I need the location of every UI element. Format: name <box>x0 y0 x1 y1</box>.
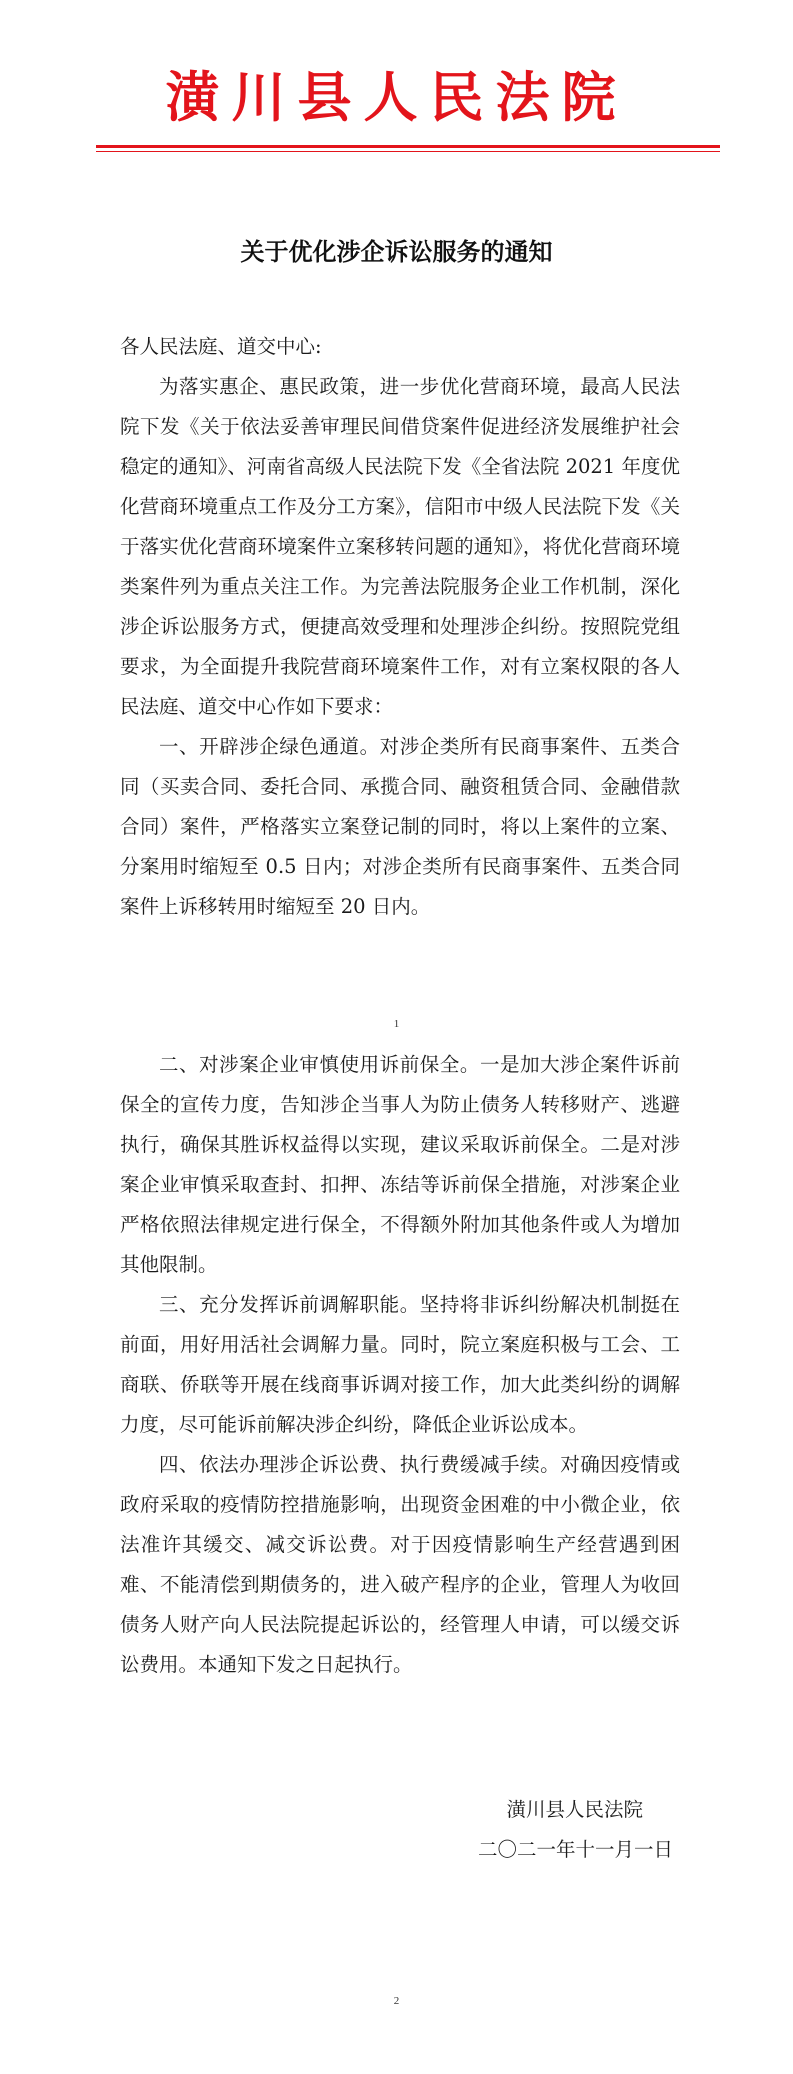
paragraph-section-1: 一、开辟涉企绿色通道。对涉企类所有民商事案件、五类合同（买卖合同、委托合同、承揽合同、融资租赁合同、金融借款合同）案件，严格落实立案登记制的同时，将以上案件的立案、分案用时缩短至 0.5 日内；对涉企类所有民商事案件、五类合同案件上诉移转用时缩短至 20 日内。 <box>120 735 680 918</box>
paragraph-section-2: 二、对涉案企业审慎使用诉前保全。一是加大涉企案件诉前保全的宣传力度，告知涉企当事人为防止债务人转移财产、逃避执行，确保其胜诉权益得以实现，建议采取诉前保全。二是对涉案企业审慎采取查封、扣押、冻结等诉前保全措施，对涉案企业严格依照法律规定进行保全，不得额外附加其他条件或人为增加其他限制。 <box>120 1053 680 1276</box>
page-number-1: 1 <box>393 1018 400 1030</box>
page1-body <box>120 327 680 927</box>
header-rule-thin <box>96 151 720 152</box>
court-header-title: 潢川县人民法院 <box>165 65 628 129</box>
paragraph-section-3: 三、充分发挥诉前调解职能。坚持将非诉纠纷解决机制挺在前面，用好用活社会调解力量。同时，院立案庭积极与工会、工商联、侨联等开展在线商事诉调对接工作，加大此类纠纷的调解力度，尽可能诉前解决涉企纠纷，降低企业诉讼成本。 <box>120 1293 680 1436</box>
signature-date: 二〇二一年十一月一日 <box>477 1838 673 1861</box>
header-rule-thick <box>96 145 720 148</box>
paragraph-intro: 为落实惠企、惠民政策，进一步优化营商环境，最高人民法院下发《关于依法妥善审理民间借贷案件促进经济发展维护社会稳定的通知》、河南省高级人民法院下发《全省法院 2021 年度优化营商环境重点工作及分工方案》，信阳市中级人民法院下发《关于落实优化营商环境案件立案移转问题的通知》，将优化营商环境类案件列为重点关注工作。为完善法院服务企业工作机制，深化涉企诉讼服务方式，便捷高效受理和处理涉企纠纷。按照院党组要求，为全面提升我院营商环境案件工作，对有立案权限的各人民法庭、道交中心作如下要求： <box>120 375 680 718</box>
signature-org: 潢川县人民法院 <box>506 1798 643 1821</box>
paragraph-section-4: 四、依法办理涉企诉讼费、执行费缓减手续。对确因疫情或政府采取的疫情防控措施影响，出现资金困难的中小微企业，依法准许其缓交、减交诉讼费。对于因疫情影响生产经营遇到困难、不能清偿到期债务的，进入破产程序的企业，管理人为收回债务人财产向人民法院提起诉讼的，经管理人申请，可以缓交诉讼费用。本通知下发之日起执行。 <box>120 1453 680 1676</box>
page-number-2: 2 <box>393 1995 400 2007</box>
salutation: 各人民法庭、道交中心: <box>120 335 322 358</box>
notice-title: 关于优化涉企诉讼服务的通知 <box>240 238 553 266</box>
page2-body <box>120 1045 680 1685</box>
signature-block <box>478 1790 673 1870</box>
